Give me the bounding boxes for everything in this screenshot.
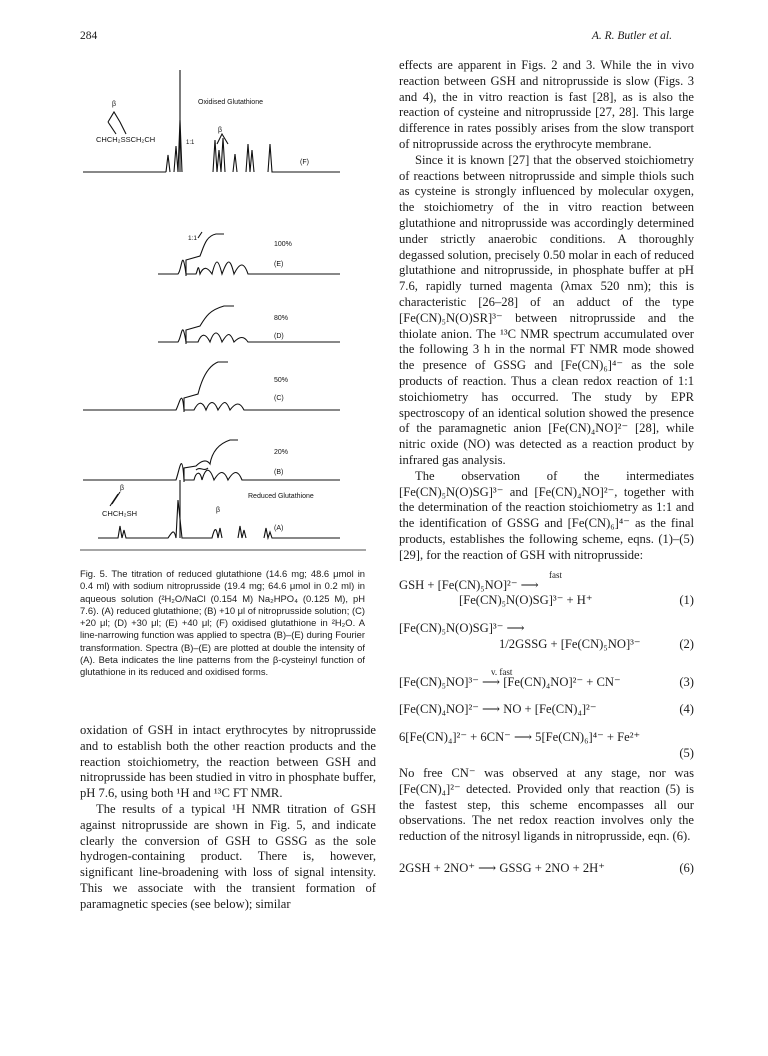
integral-d xyxy=(186,306,234,344)
running-title: A. R. Butler et al. xyxy=(591,30,672,42)
figure-nmr-spectra xyxy=(78,60,368,570)
nmr-spectra-plot xyxy=(78,60,368,570)
equation-6-number: (6) xyxy=(679,861,694,876)
spectrum-f-label: (F) xyxy=(300,159,309,166)
figure-caption-text: Fig. 5. The titration of reduced glutathione (14.6 mg; 48.6 μmol in 0.4 ml) with sodium nitroprusside (19.4 mg; 64.6 μmol in 0.2 ml) in aqueous solution (²H₂O/NaCl (0.154 M) Na₂HPO₄ (0.125 M), pH 7.6). (A) reduced glutathione; (B) +10 μl of nitroprusside solution; (C) +20 μl; (D) +30 μl; (E) +40 μl; (F) oxidised glutathione in ²H₂O. A line-narrowing function was applied to spectra (B)–(E) during Fourier transformation. Spectra (B)–(E) are plotted at double the intensity of (A). Beta indicates the line patterns from the β-cysteinyl function of glutathione in its reduced and oxidised forms. xyxy=(80,568,365,678)
pct-c-label: 50% xyxy=(274,377,289,384)
spectrum-d xyxy=(158,330,340,342)
equation-6 xyxy=(399,861,694,877)
reduced-glutathione-title: Reduced Glutathione xyxy=(248,493,314,500)
left-paragraph-1: oxidation of GSH in intact erythrocytes by nitroprusside and to establish both the other reaction products and the reaction stoichiometry, the reaction between GSH and nitroprusside has been studied in vitro in phosphate buffer, pH 7.6, using both ¹H and ¹³C FT NMR. xyxy=(80,723,376,801)
beta-a-peak-label: β xyxy=(216,507,221,514)
spectrum-b-label: (B) xyxy=(274,469,284,476)
equation-4-text: [Fe(CN)₄NO]²⁻ ⟶ NO + [Fe(CN)₄]²⁻ xyxy=(399,702,597,717)
equation-2-line-2: 1/2GSSG + [Fe(CN)₅NO]³⁻ xyxy=(499,636,641,651)
equation-1-line-2: [Fe(CN)₅N(O)SG]³⁻ + H⁺ xyxy=(459,593,593,608)
right-paragraph-4: No free CN⁻ was observed at any stage, nor was [Fe(CN)₄]²⁻ detected. Provided only that reaction (5) is the fastest step, this scheme encompasses all our observations. The net redox reaction involves only the reduction of the nitrosyl ligands in nitroprusside, eqn. (6). xyxy=(399,766,694,844)
reduced-structure-bonds xyxy=(110,492,120,506)
equation-3-number: (3) xyxy=(679,674,694,689)
pct-d-label: 80% xyxy=(274,315,289,322)
spectrum-c-label: (C) xyxy=(274,395,284,402)
integral-b-wave xyxy=(196,468,208,470)
ratio-f-label: 1:1 xyxy=(186,140,195,146)
left-column xyxy=(80,723,376,913)
figure-caption xyxy=(80,568,365,679)
equation-5-text: 6[Fe(CN)₄]²⁻ + 6CN⁻ ⟶ 5[Fe(CN)₆]⁴⁻ + Fe²⁺ xyxy=(399,730,641,745)
beta-label-bottom: β xyxy=(120,485,125,492)
oxidised-glutathione-title: Oxidised Glutathione xyxy=(198,99,263,106)
equation-1-number: (1) xyxy=(679,593,694,608)
equation-6-text: 2GSH + 2NO⁺ ⟶ GSSG + 2NO + 2H⁺ xyxy=(399,861,605,876)
equation-3-arrow-label: v. fast xyxy=(491,666,513,677)
spectrum-e-label: (E) xyxy=(274,261,284,268)
equation-3-text: [Fe(CN)₅NO]³⁻ ⟶ [Fe(CN)₄NO]²⁻ + CN⁻ xyxy=(399,674,621,689)
integral-b xyxy=(184,440,238,482)
spectrum-c xyxy=(83,398,340,410)
equation-5-number: (5) xyxy=(679,746,694,761)
equation-2-number: (2) xyxy=(679,636,694,651)
left-paragraph-2: The results of a typical ¹H NMR titration of GSH against nitroprusside are shown in Fig. 5, and indicate clearly the conversion of GSH to GSSG as the sole hydrogen-containing product. There is, however, significant line-broadening with loss of signal intensity. This we associate with the transient formation of paramagnetic species (see below); similar xyxy=(80,801,376,911)
ratio-e-tick xyxy=(198,232,202,238)
spectrum-a xyxy=(98,500,340,538)
reduced-structure-text: CHCH₂SH xyxy=(102,509,137,518)
equation-3 xyxy=(399,666,694,691)
spectrum-e xyxy=(158,260,340,274)
right-paragraph-1: effects are apparent in Figs. 2 and 3. While the in vivo reaction between GSH and nitroprusside is slow (Figs. 3 and 4), the in vitro reaction is fast [28], as is also the reaction of cysteine and nitroprusside [27, 28]. This large difference in rates possibly arises from the slow transport of nitroprusside across the erythrocyte membrane. xyxy=(399,58,694,151)
pct-e-label: 100% xyxy=(274,241,292,248)
oxidised-structure-bonds xyxy=(108,112,126,134)
right-column xyxy=(399,58,694,877)
ratio-e-label: 1:1 xyxy=(188,235,198,242)
beta-label-top: β xyxy=(112,101,117,108)
equation-2-line-1: [Fe(CN)₅N(O)SG]³⁻ ⟶ xyxy=(399,621,525,636)
spectrum-b xyxy=(83,464,340,480)
spectrum-a-label: (A) xyxy=(274,525,284,532)
equation-1 xyxy=(399,569,694,610)
pct-b-label: 20% xyxy=(274,449,289,456)
oxidised-structure-text: CHCH₂SSCH₂CH xyxy=(96,135,156,144)
right-paragraph-2: Since it is known [27] that the observed stoichiometry of reactions between nitroprusside and simple thiols such as cysteine is strongly influenced by molecular oxygen, the stoichiometry of the in vitro reaction between glutathione and nitroprusside was accordingly determined under strictly anaerobic conditions. A thoroughly degassed solution, precisely 0.50 molar in each of reduced glutathione and nitroprusside, in phosphate buffer at pH 7.6, rapidly turned magenta (λmax 520 nm); this is characteristic [26–28] of an adduct of the type [Fe(CN)₅N(O)SR]³⁻ between nitroprusside and the thiolate anion. The ¹³C NMR spectrum accumulated over the following 3 h in the normal FT NMR mode showed the presence of GSSG and [Fe(CN)₆]⁴⁻ as the sole products of reaction. Thus a clean redox reaction of 1:1 stoichiometry has occurred. The study by EPR spectroscopy of an identical solution showed the presence of the paramagnetic anion [Fe(CN)₄NO]²⁻ [28], while nitric oxide (NO) was detected as a reaction product by infrared gas analysis. xyxy=(399,152,694,467)
equation-1-line-1: GSH + [Fe(CN)₅NO]²⁻ ⟶ xyxy=(399,577,539,592)
page-number: 284 xyxy=(80,30,98,42)
equation-2 xyxy=(399,621,694,653)
equation-5 xyxy=(399,730,694,762)
equation-4-number: (4) xyxy=(679,702,694,717)
equation-1-arrow-label: fast xyxy=(549,569,562,580)
beta-f-peak-label: β xyxy=(218,127,223,134)
equation-4 xyxy=(399,702,694,718)
right-paragraph-3: The observation of the intermediates [Fe(CN)₅N(O)SG]³⁻ and [Fe(CN)₄NO]²⁻, together with the determination of the reaction stoichiometry as 1:1 and the identification of GSSG and [Fe(CN)₆]⁴⁻ as the final products, establishes the following scheme, eqns. (1)–(5) [29], for the reaction of GSH with nitroprusside: xyxy=(399,468,694,562)
spectrum-d-label: (D) xyxy=(274,333,284,340)
